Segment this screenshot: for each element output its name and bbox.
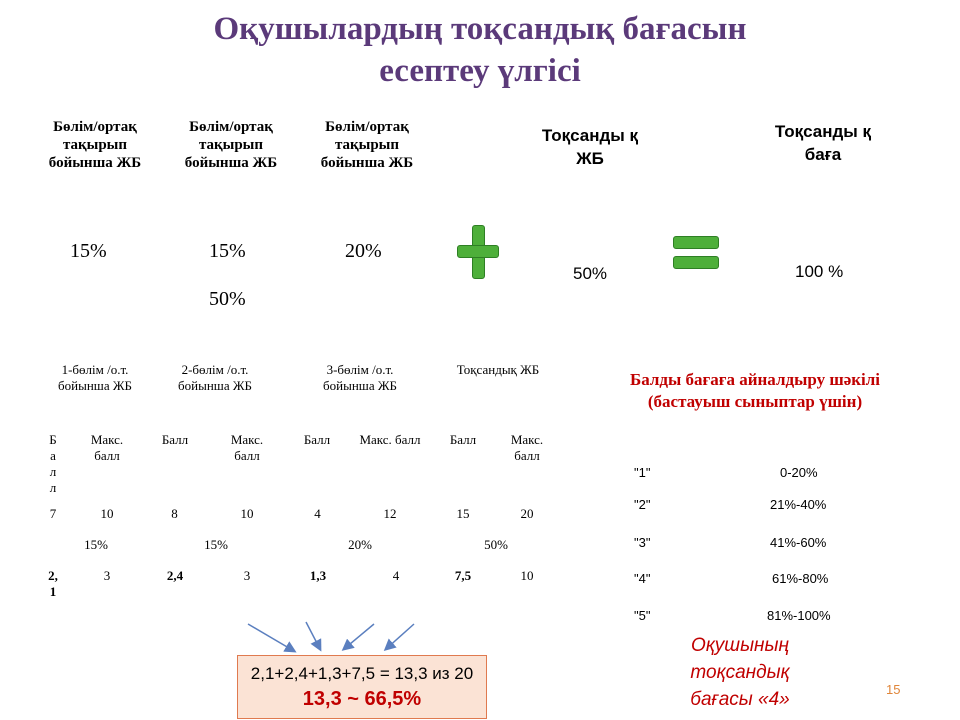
arrows-graphic	[240, 618, 420, 660]
table-row1-cell: 15	[456, 506, 470, 521]
arrow-3	[344, 624, 374, 649]
table-group-4: Тоқсандық ЖБ	[456, 362, 540, 377]
formula-line-1: 2,1+2,4+1,3+7,5 = 13,3 из 20	[250, 664, 474, 683]
scale-grade-5: "5"	[634, 608, 651, 623]
table-row1-cell: 10	[100, 506, 114, 521]
table-subheader-max-3: Макс. балл	[359, 432, 421, 447]
top-percent-total: 100 %	[795, 262, 844, 281]
scale-grade-3: "3"	[634, 535, 651, 550]
scale-range-4: 61%-80%	[772, 571, 829, 586]
table-subheader-score-3: Балл	[303, 432, 331, 447]
table-weight-3: 20%	[348, 537, 372, 552]
final-grade-note-line-1: Оқушының	[691, 635, 789, 656]
table-group-2: 2-бөлім /о.т. бойынша ЖБ	[178, 362, 252, 393]
top-sum-percent: 50%	[209, 288, 246, 310]
table-row3-cell: 3	[243, 568, 251, 583]
title-line-2: есептеу үлгісі	[379, 53, 581, 89]
top-percent-quarter: 50%	[573, 264, 608, 283]
table-subheader-max-4: Макс. балл	[510, 432, 544, 463]
table-row1-cell: 8	[171, 506, 178, 521]
arrow-4	[386, 624, 414, 649]
arrow-1	[248, 624, 294, 651]
table-group-3: 3-бөлім /о.т. бойынша ЖБ	[323, 362, 397, 393]
table-subheader-max-1: Макс. балл	[90, 432, 124, 463]
top-header-3: Бөлім/ортақ тақырып бойынша ЖБ	[320, 119, 414, 171]
table-weight-2: 15%	[204, 537, 228, 552]
table-group-1: 1-бөлім /о.т. бойынша ЖБ	[58, 362, 132, 393]
title-line-1: Оқушылардың тоқсандық бағасын	[213, 11, 747, 47]
scale-range-2: 21%-40%	[770, 497, 827, 512]
scale-grade-4: "4"	[634, 571, 651, 586]
table-subheader-score-2: Балл	[161, 432, 189, 447]
table-row1-cell: 7	[49, 506, 57, 521]
formula-line-2: 13,3 ~ 66,5%	[302, 688, 422, 710]
arrow-2	[306, 622, 320, 649]
table-row1-cell: 12	[383, 506, 397, 521]
formula-box	[237, 655, 487, 719]
final-grade-note-line-3: бағасы «4»	[690, 689, 790, 710]
top-percent-1: 15%	[70, 240, 107, 262]
scale-range-3: 41%-60%	[770, 535, 827, 550]
page-number: 15	[886, 682, 901, 697]
table-row3-cell: 7,5	[454, 568, 472, 583]
table-row1-cell: 10	[240, 506, 254, 521]
table-row3-cell: 2, 1	[48, 568, 58, 599]
equals-icon	[673, 236, 719, 270]
top-header-quarter-grade: Тоқсанды қ баға	[774, 122, 872, 164]
table-row3-cell: 10	[520, 568, 534, 583]
page-title	[0, 8, 960, 92]
table-weight-4: 50%	[484, 537, 508, 552]
table-row3-cell: 2,4	[166, 568, 184, 583]
table-row3-cell: 3	[103, 568, 111, 583]
table-row3-cell: 4	[392, 568, 400, 583]
scale-title: Балды бағаға айналдыру шәкілі (бастауыш сыныптар үшін)	[629, 370, 881, 411]
final-grade-note-line-2: тоқсандық	[690, 662, 790, 683]
table-subheader-max-2: Макс. балл	[230, 432, 264, 463]
plus-icon	[457, 225, 499, 279]
scale-grade-1: "1"	[634, 465, 651, 480]
table-row1-cell: 4	[314, 506, 321, 521]
scale-grade-2: "2"	[634, 497, 651, 512]
table-subheader-score-1: Б а л л	[49, 432, 57, 495]
scale-range-1: 0-20%	[780, 465, 818, 480]
top-percent-3: 20%	[345, 240, 382, 262]
final-grade-note	[660, 632, 820, 713]
table-weight-1: 15%	[84, 537, 108, 552]
table-row3-cell: 1,3	[309, 568, 327, 583]
table-subheader-score-4: Балл	[449, 432, 477, 447]
top-header-1: Бөлім/ортақ тақырып бойынша ЖБ	[48, 119, 142, 171]
top-header-quarter-assessment: Тоқсанды қ ЖБ	[541, 126, 639, 168]
top-header-2: Бөлім/ортақ тақырып бойынша ЖБ	[184, 119, 278, 171]
top-percent-2: 15%	[209, 240, 246, 262]
table-row1-cell: 20	[520, 506, 534, 521]
scale-range-5: 81%-100%	[767, 608, 831, 623]
